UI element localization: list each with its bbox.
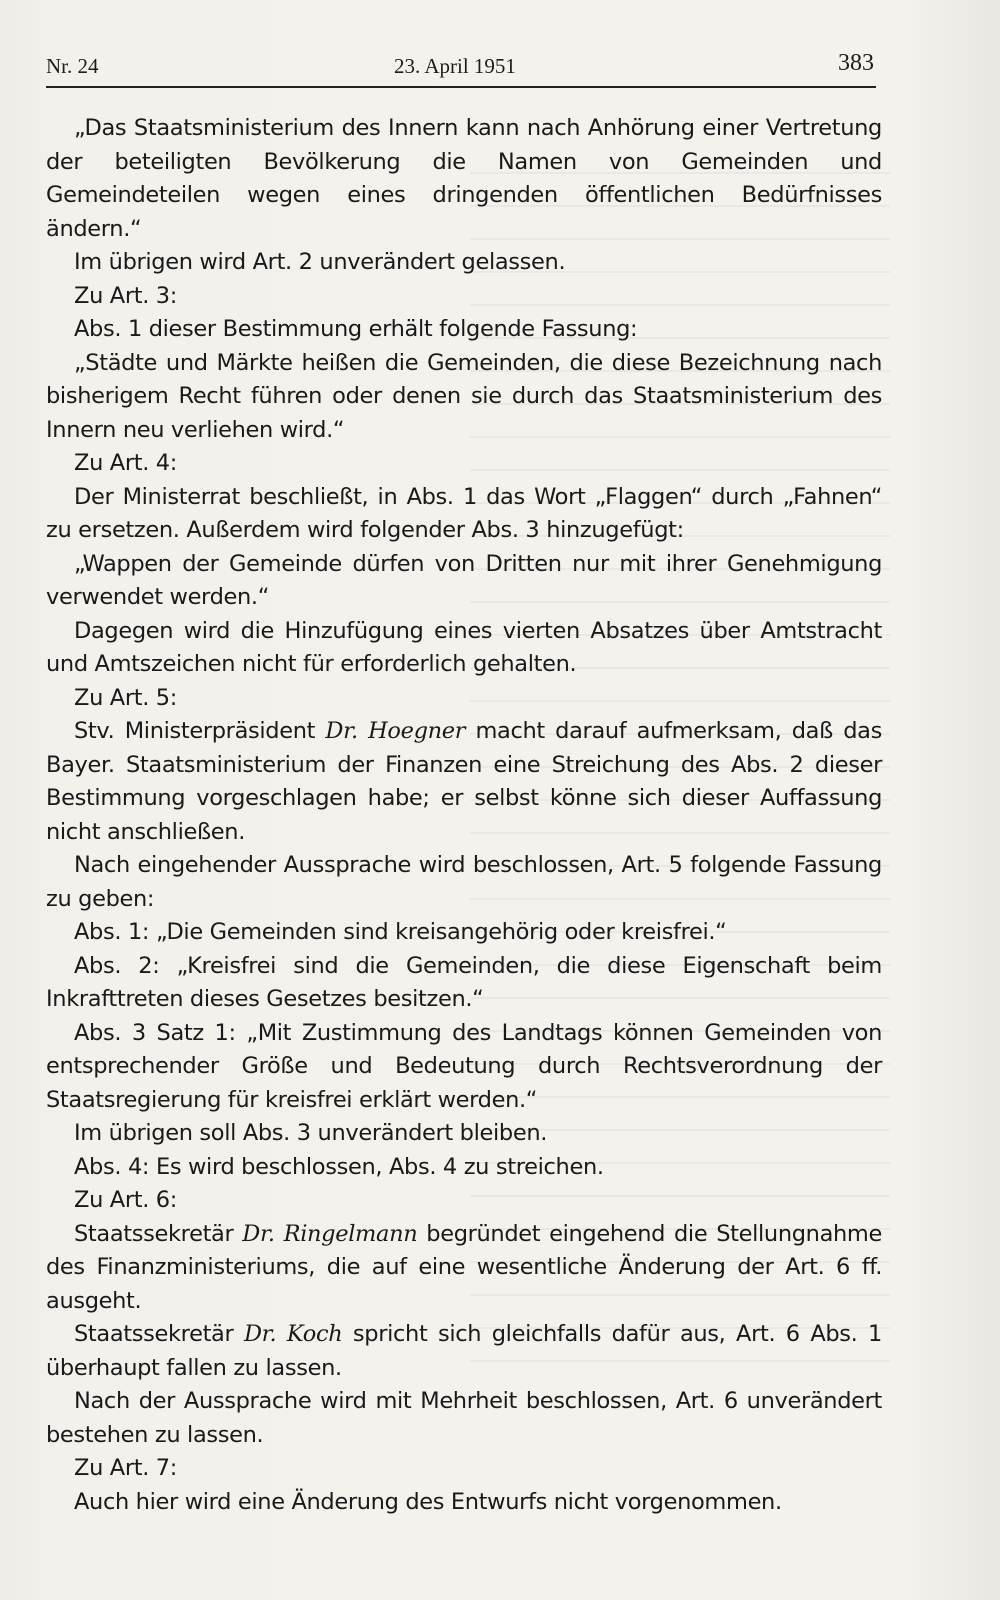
header-rule	[46, 86, 876, 88]
section-heading-art-4: Zu Art. 4:	[74, 450, 177, 476]
text-run: Staatssekretär	[74, 1220, 243, 1247]
paragraph-quote-names: „Das Staatsministerium des Innern kann nach Anhörung einer Vertretung der beteiligten Bevölkerung die Namen von Gemeinden und Gemeindeteilen wegen eines dringenden öffentlichen Bedürfnisses ändern.“	[46, 115, 882, 242]
section-heading-art-7: Zu Art. 7:	[74, 1455, 177, 1481]
document-body	[46, 112, 882, 1519]
person-name: Dr. Ringelmann	[242, 1220, 418, 1247]
paragraph: Abs. 1 dieser Bestimmung erhält folgende Fassung:	[74, 316, 638, 342]
paragraph: Der Ministerrat beschließt, in Abs. 1 das Wort „Flaggen“ durch „Fahnen“ zu ersetzen. Außerdem wird folgender Abs. 3 hinzugefügt:	[46, 483, 882, 543]
issue-date: 23. April 1951	[394, 54, 516, 78]
paragraph: Dagegen wird die Hinzufügung eines vierten Absatzes über Amtstracht und Amtszeichen nicht für erforderlich gehalten.	[46, 617, 882, 677]
paragraph-koch	[46, 1318, 882, 1385]
person-name: Dr. Koch	[243, 1321, 343, 1347]
issue-number: Nr. 24	[46, 54, 99, 78]
paragraph-ringelmann	[46, 1218, 882, 1319]
paragraph-quote-wappen: „Wappen der Gemeinde dürfen von Dritten nur mit ihrer Genehmigung verwendet werden.“	[46, 550, 882, 610]
paragraph: Nach der Aussprache wird mit Mehrheit beschlossen, Art. 6 unverändert bestehen zu lassen.	[46, 1388, 882, 1448]
section-heading-art-3: Zu Art. 3:	[74, 282, 177, 309]
page-number: 383	[838, 50, 874, 76]
paragraph: Abs. 2: „Kreisfrei sind die Gemeinden, die diese Eigenschaft beim Inkrafttreten dieses Gesetzes besitzen.“	[46, 952, 882, 1012]
text-run: Staatssekretär	[74, 1321, 244, 1347]
text-run: macht darauf aufmerksam, daß das Bayer. Staatsministerium der Finanzen eine Streichung des Abs. 2 dieser Bestimmung vorgeschlagen habe; er selbst könne sich dieser Auffassung nicht anschließen.	[46, 718, 882, 845]
paragraph: Abs. 1: „Die Gemeinden sind kreisangehörig oder kreisfrei.“	[74, 919, 727, 945]
text-run: spricht sich gleichfalls dafür aus, Art. 6 Abs. 1 überhaupt fallen zu lassen.	[46, 1321, 882, 1381]
paragraph-hoegner	[46, 715, 882, 849]
page-header	[46, 48, 874, 88]
paragraph: Im übrigen soll Abs. 3 unverändert bleiben.	[74, 1120, 548, 1146]
text-run: Stv. Ministerpräsident	[74, 718, 326, 744]
paragraph: Auch hier wird eine Änderung des Entwurfs nicht vorgenommen.	[74, 1488, 782, 1515]
person-name: Dr. Hoegner	[325, 718, 466, 744]
section-heading-art-6: Zu Art. 6:	[74, 1187, 177, 1213]
paragraph: Abs. 4: Es wird beschlossen, Abs. 4 zu streichen.	[74, 1153, 604, 1180]
text-run: begründet eingehend die Stellungnahme des Finanzministeriums, die auf eine wesentliche Änderung der Art. 6 ff. ausgeht.	[46, 1220, 882, 1314]
paragraph: Nach eingehender Aussprache wird beschlossen, Art. 5 folgende Fassung zu geben:	[46, 852, 882, 912]
paragraph: Abs. 3 Satz 1: „Mit Zustimmung des Landtags können Gemeinden von entsprechender Größe und Bedeutung durch Rechtsverordnung der Staatsregierung für kreisfrei erklärt werden.“	[46, 1019, 882, 1113]
paragraph: Im übrigen wird Art. 2 unverändert gelassen.	[74, 249, 566, 275]
paragraph-quote-staedte: „Städte und Märkte heißen die Gemeinden, die diese Bezeichnung nach bisherigem Recht führen oder denen sie durch das Staatsministerium des Innern neu verliehen wird.“	[46, 349, 882, 443]
section-heading-art-5: Zu Art. 5:	[74, 684, 177, 711]
